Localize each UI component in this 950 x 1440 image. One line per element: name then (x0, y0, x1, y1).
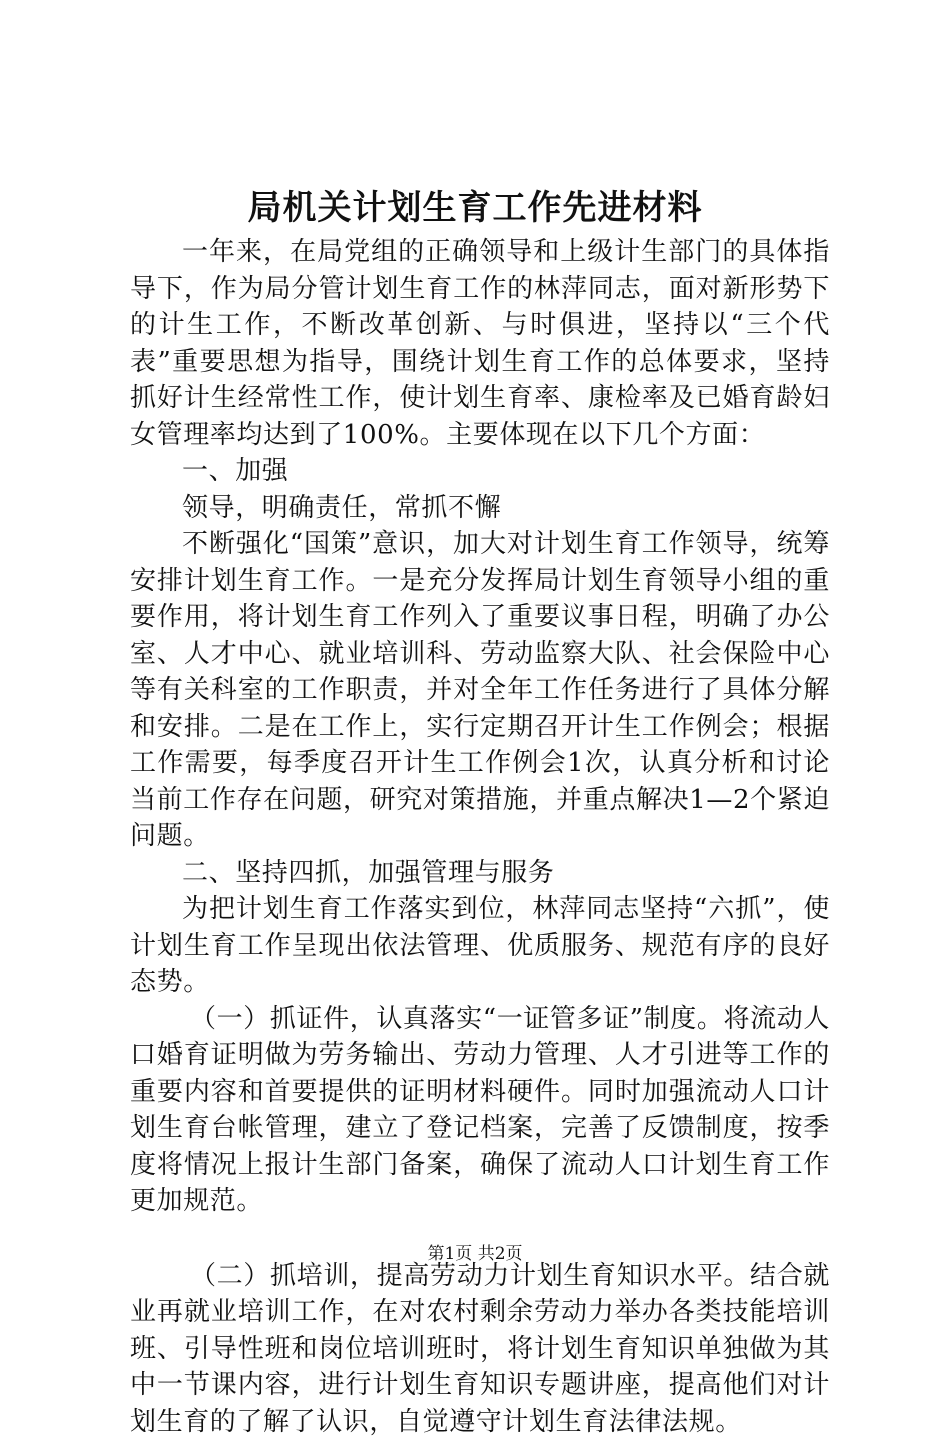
paragraph-leadership: 不断强化“国策”意识，加大对计划生育工作领导，统筹安排计划生育工作。一是充分发挥局计划生育领导小组的重要作用，将计划生育工作列入了重要议事日程，明确了办公室、人才中心、就业培训科、劳动监察大队、社会保险中心等有关科室的工作职责，并对全年工作任务进行了具体分解和安排。二是在工作上，实行定期召开计生工作例会；根据工作需要，每季度召开计生工作例会1次，认真分析和讨论当前工作存在问题，研究对策措施，并重点解决1—2个紧迫问题。 (130, 526, 830, 855)
paragraph-six-grasps: 为把计划生育工作落实到位，林萍同志坚持“六抓”，使计划生育工作呈现出依法管理、优质服务、规范有序的良好态势。 (130, 891, 830, 1001)
section-heading-1-continued: 领导，明确责任，常抓不懈 (130, 490, 830, 527)
page-number-footer: 第1页 共2页 (0, 1242, 950, 1266)
paragraph-training: （二）抓培训，提高劳动力计划生育知识水平。结合就业再就业培训工作，在对农村剩余劳动力举办各类技能培训班、引导性班和岗位培训班时，将计划生育知识单独做为其中一节课内容，进行计划生育知识专题讲座，提高他们对计划生育的了解了认识，自觉遵守计划生育法律法规。 (130, 1258, 830, 1440)
paragraph-intro: 一年来，在局党组的正确领导和上级计生部门的具体指导下，作为局分管计划生育工作的林萍同志，面对新形势下的计生工作，不断改革创新、与时俱进，坚持以“三个代表”重要思想为指导，围绕计划生育工作的总体要求，坚持抓好计生经常性工作，使计划生育率、康检率及已婚育龄妇女管理率均达到了100%。主要体现在以下几个方面： (130, 234, 830, 453)
section-heading-2: 二、坚持四抓，加强管理与服务 (130, 855, 830, 892)
document-title: 局机关计划生育工作先进材料 (0, 182, 950, 234)
paragraph-certificates: （一）抓证件，认真落实“一证管多证”制度。将流动人口婚育证明做为劳务输出、劳动力管理、人才引进等工作的重要内容和首要提供的证明材料硬件。同时加强流动人口计划生育台帐管理，建立了登记档案，完善了反馈制度，按季度将情况上报计生部门备案，确保了流动人口计划生育工作更加规范。 (130, 1001, 830, 1220)
section-heading-1: 一、加强 (130, 453, 830, 490)
